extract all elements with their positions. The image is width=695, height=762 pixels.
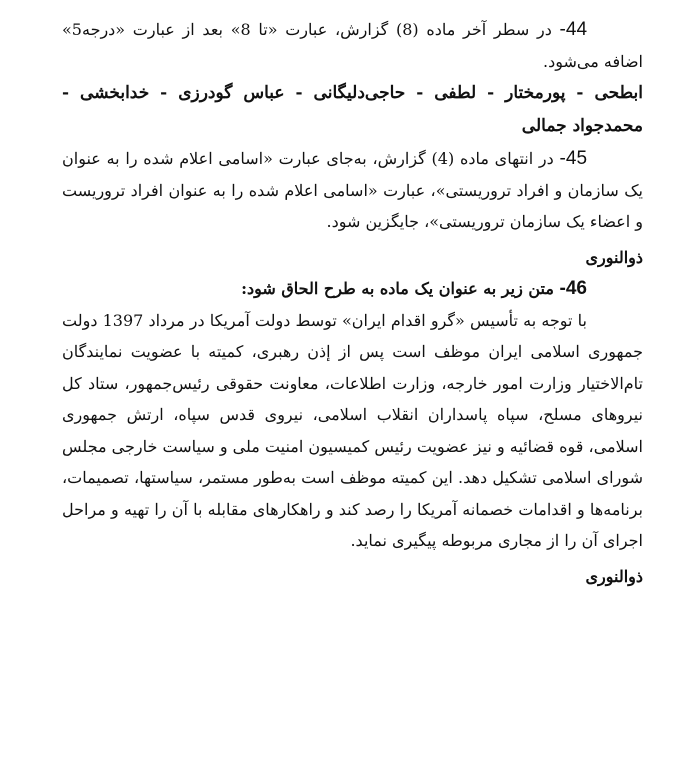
item-44-text: در سطر آخر ماده (8) گزارش، عبارت «تا 8» بعد از عبارت «درجه5» اضافه می‌شود. [62,20,643,71]
item-45 [62,143,643,238]
item-44 [62,14,643,77]
signer-name: ذوالنوری [585,566,643,586]
signer-name: ذوالنوری [585,247,643,267]
document-page [62,14,643,592]
signatories-list: ابطحی - پورمختار - لطفی - حاجی‌دلیگانی - عباس گودرزی - خدابخشی - محمدجواد جمالی [62,83,643,136]
item-46-heading-text: متن زیر به عنوان یک ماده به طرح الحاق شود: [241,279,554,298]
item-46-heading [62,273,643,305]
item-46-body: با توجه به تأسیس «گرو اقدام ایران» توسط دولت آمریکا در مرداد 1397 دولت جمهوری اسلامی ایران موظف است پس از إذن رهبری، کمیته با عضویت نمایندگان تام‌الاختیار وزارت امور خارجه، وزارت اطلاعات، معاونت حقوقی رئیس‌جمهور، ستاد کل نیروهای مسلح، سپاه پاسداران انقلاب اسلامی، نیروی قدس سپاه، ارتش جمهوری اسلامی، قوه قضائیه و نیز عضویت رئیس کمیسیون امنیت ملی و سیاست خارجی مجلس شورای اسلامی تشکیل دهد. این کمیته موظف است به‌طور مستمر، سیاستها، تصمیمات، برنامه‌ها و اقدامات خصمانه آمریکا را رصد کند و راهکارهای مقابله با آن را تهیه و مراحل اجرای آن را از مجاری مربوطه پیگیری نماید. [62,310,644,550]
item-45-text: در انتهای ماده (4) گزارش، به‌جای عبارت «اسامی اعلام شده را به عنوان یک سازمان و افراد تروریستی»، عبارت «اسامی اعلام شده را به عنوان افراد تروریست و اعضاء یک سازمان تروریستی»، جایگزین شود. [62,149,643,231]
item-46-number: 46- [559,278,587,299]
item-45-number: 45- [559,148,588,169]
item-44-number: 44- [559,19,588,40]
